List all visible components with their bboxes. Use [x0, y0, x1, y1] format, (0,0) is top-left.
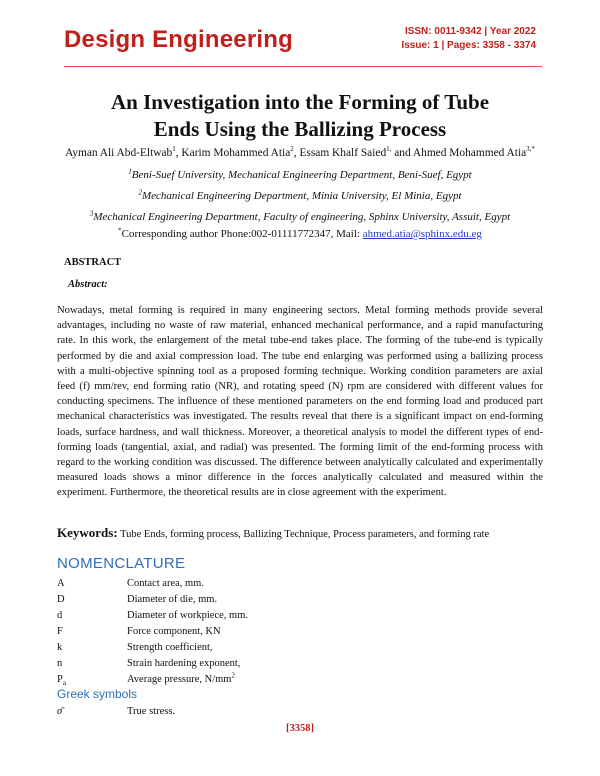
- nomenclature-definition: Diameter of workpiece, mm.: [127, 610, 248, 621]
- affiliation-3-sup: 3: [89, 209, 94, 218]
- affiliation-1-text: Beni-Suef University, Mechanical Engineering Department, Beni-Suef, Egypt: [131, 169, 472, 181]
- affiliation-2: [30, 190, 570, 202]
- keywords-label: Keywords:: [57, 525, 118, 540]
- author-4-sup: 3,*: [526, 145, 535, 154]
- author-1-sup: 1: [172, 145, 176, 154]
- nomenclature-symbol: k: [57, 642, 63, 653]
- nomenclature-symbol: F: [57, 626, 63, 637]
- greek-symbols-heading: Greek symbols: [57, 687, 138, 701]
- nomenclature-row: [57, 624, 497, 640]
- nomenclature-row: [57, 592, 497, 608]
- author-2: , Karim Mohammed Atia: [175, 147, 291, 159]
- nomenclature-heading: NOMENCLATURE: [57, 555, 186, 572]
- abstract-body: Nowadays, metal forming is required in many engineering sectors. Metal forming methods provide several advantages, including no waste of raw material, enhanced mechanical performance, and a rapid manufacturing rate. In this work, the enlargement of the metal tube-end takes place. The forming of the tube-end is typically performed by die and axial compression load. The tube end enlarging was performed using a ballizing process with a multi-objective spinning tool as a proposed forming technique. Working condition parameters are axial feed (f) mm/rev, end forming ratio (NR), and rotating speed (N) rpm are considered with different values for conducting specimens. The influence of these mentioned parameters on the end forming load and produced part mechanical characteristics was investigated. The results reveal that there is a significant impact on end-forming loads, surface hardness, and wall thickness. Moreover, a theoretical analysis to model the different types of end-forming loads (tangential, axial, and radial) was presented. The forming limit of the end-forming process with regard to the working condition was discussed. The difference between analytically calculated and experimentally measured loads shows a minor difference in the forces analytically calculated and measured within the experiment. Furthermore, the theoretical results are in close agreement with the experiment.: [57, 305, 543, 499]
- nomenclature-definition: Force component, KN: [127, 626, 221, 637]
- corresponding-author: [30, 228, 570, 240]
- nomenclature-symbol: d: [57, 610, 63, 621]
- corresponding-email-link[interactable]: ahmed.atia@sphinx.edu.eg: [362, 228, 482, 240]
- author-list: [30, 147, 570, 159]
- affiliation-1: [30, 169, 570, 181]
- author-4: and Ahmed Mohammed Atia: [391, 147, 527, 159]
- issn-block: [336, 25, 536, 53]
- issn-line: ISSN: 0011-9342 | Year 2022: [404, 26, 536, 37]
- paper-title-line-1: An Investigation into the Forming of Tube: [110, 90, 490, 114]
- keywords-text: Tube Ends, forming process, Ballizing Technique, Process parameters, and forming rate: [117, 529, 490, 540]
- nomenclature-definition: Contact area, mm.: [127, 578, 204, 589]
- nomenclature-symbol-base: P: [57, 674, 63, 685]
- keywords-line: [57, 525, 547, 541]
- nomenclature-definition: [127, 672, 235, 688]
- nomenclature-definition-text: Average pressure, N/mm: [127, 674, 232, 685]
- abstract-subheading: Abstract:: [68, 279, 108, 290]
- nomenclature-symbol: A: [57, 578, 65, 589]
- paper-title: [40, 89, 560, 143]
- affiliation-2-text: Mechanical Engineering Department, Minia University, El Minia, Egypt: [141, 190, 462, 202]
- paper-title-line-2: Ends Using the Ballizing Process: [153, 117, 447, 141]
- header-divider: [64, 66, 542, 67]
- greek-symbol-row: [57, 704, 497, 720]
- nomenclature-symbol: n: [57, 658, 63, 669]
- affiliation-3-text: Mechanical Engineering Department, Faculty of engineering, Sphinx University, Assuit, Egypt: [93, 211, 511, 223]
- journal-title: Design Engineering: [64, 26, 293, 53]
- nomenclature-row: [57, 672, 497, 688]
- nomenclature-definition: Strain hardening exponent,: [127, 658, 241, 669]
- nomenclature-symbol-sub: a: [62, 679, 66, 688]
- author-2-sup: 2: [290, 145, 294, 154]
- issue-line: Issue: 1 | Pages: 3358 - 3374: [401, 40, 536, 51]
- abstract-heading: ABSTRACT: [64, 257, 122, 268]
- nomenclature-row: [57, 656, 497, 672]
- nomenclature-definition-sup: 2: [231, 671, 235, 680]
- nomenclature-symbol: D: [57, 594, 65, 605]
- nomenclature-row: [57, 640, 497, 656]
- author-1: Ayman Ali Abd-Eltwab: [65, 147, 173, 159]
- author-3: , Essam Khalf Saied: [293, 147, 387, 159]
- affiliation-3: [30, 211, 570, 223]
- nomenclature-definition: Diameter of die, mm.: [127, 594, 218, 605]
- nomenclature-row: [57, 576, 497, 592]
- corresponding-text: Corresponding author Phone:002-01111772347, Mail:: [121, 228, 363, 240]
- author-3-sup: 1,: [386, 145, 392, 154]
- affiliation-1-sup: 1: [128, 167, 132, 176]
- corresponding-sup: *: [118, 226, 122, 235]
- page-number: [3358]: [286, 723, 314, 734]
- greek-symbol: σ̄: [57, 706, 63, 717]
- affiliation-2-sup: 2: [138, 188, 142, 197]
- nomenclature-definition: Strength coefficient,: [127, 642, 213, 653]
- greek-definition: True stress.: [127, 706, 176, 717]
- nomenclature-row: [57, 608, 497, 624]
